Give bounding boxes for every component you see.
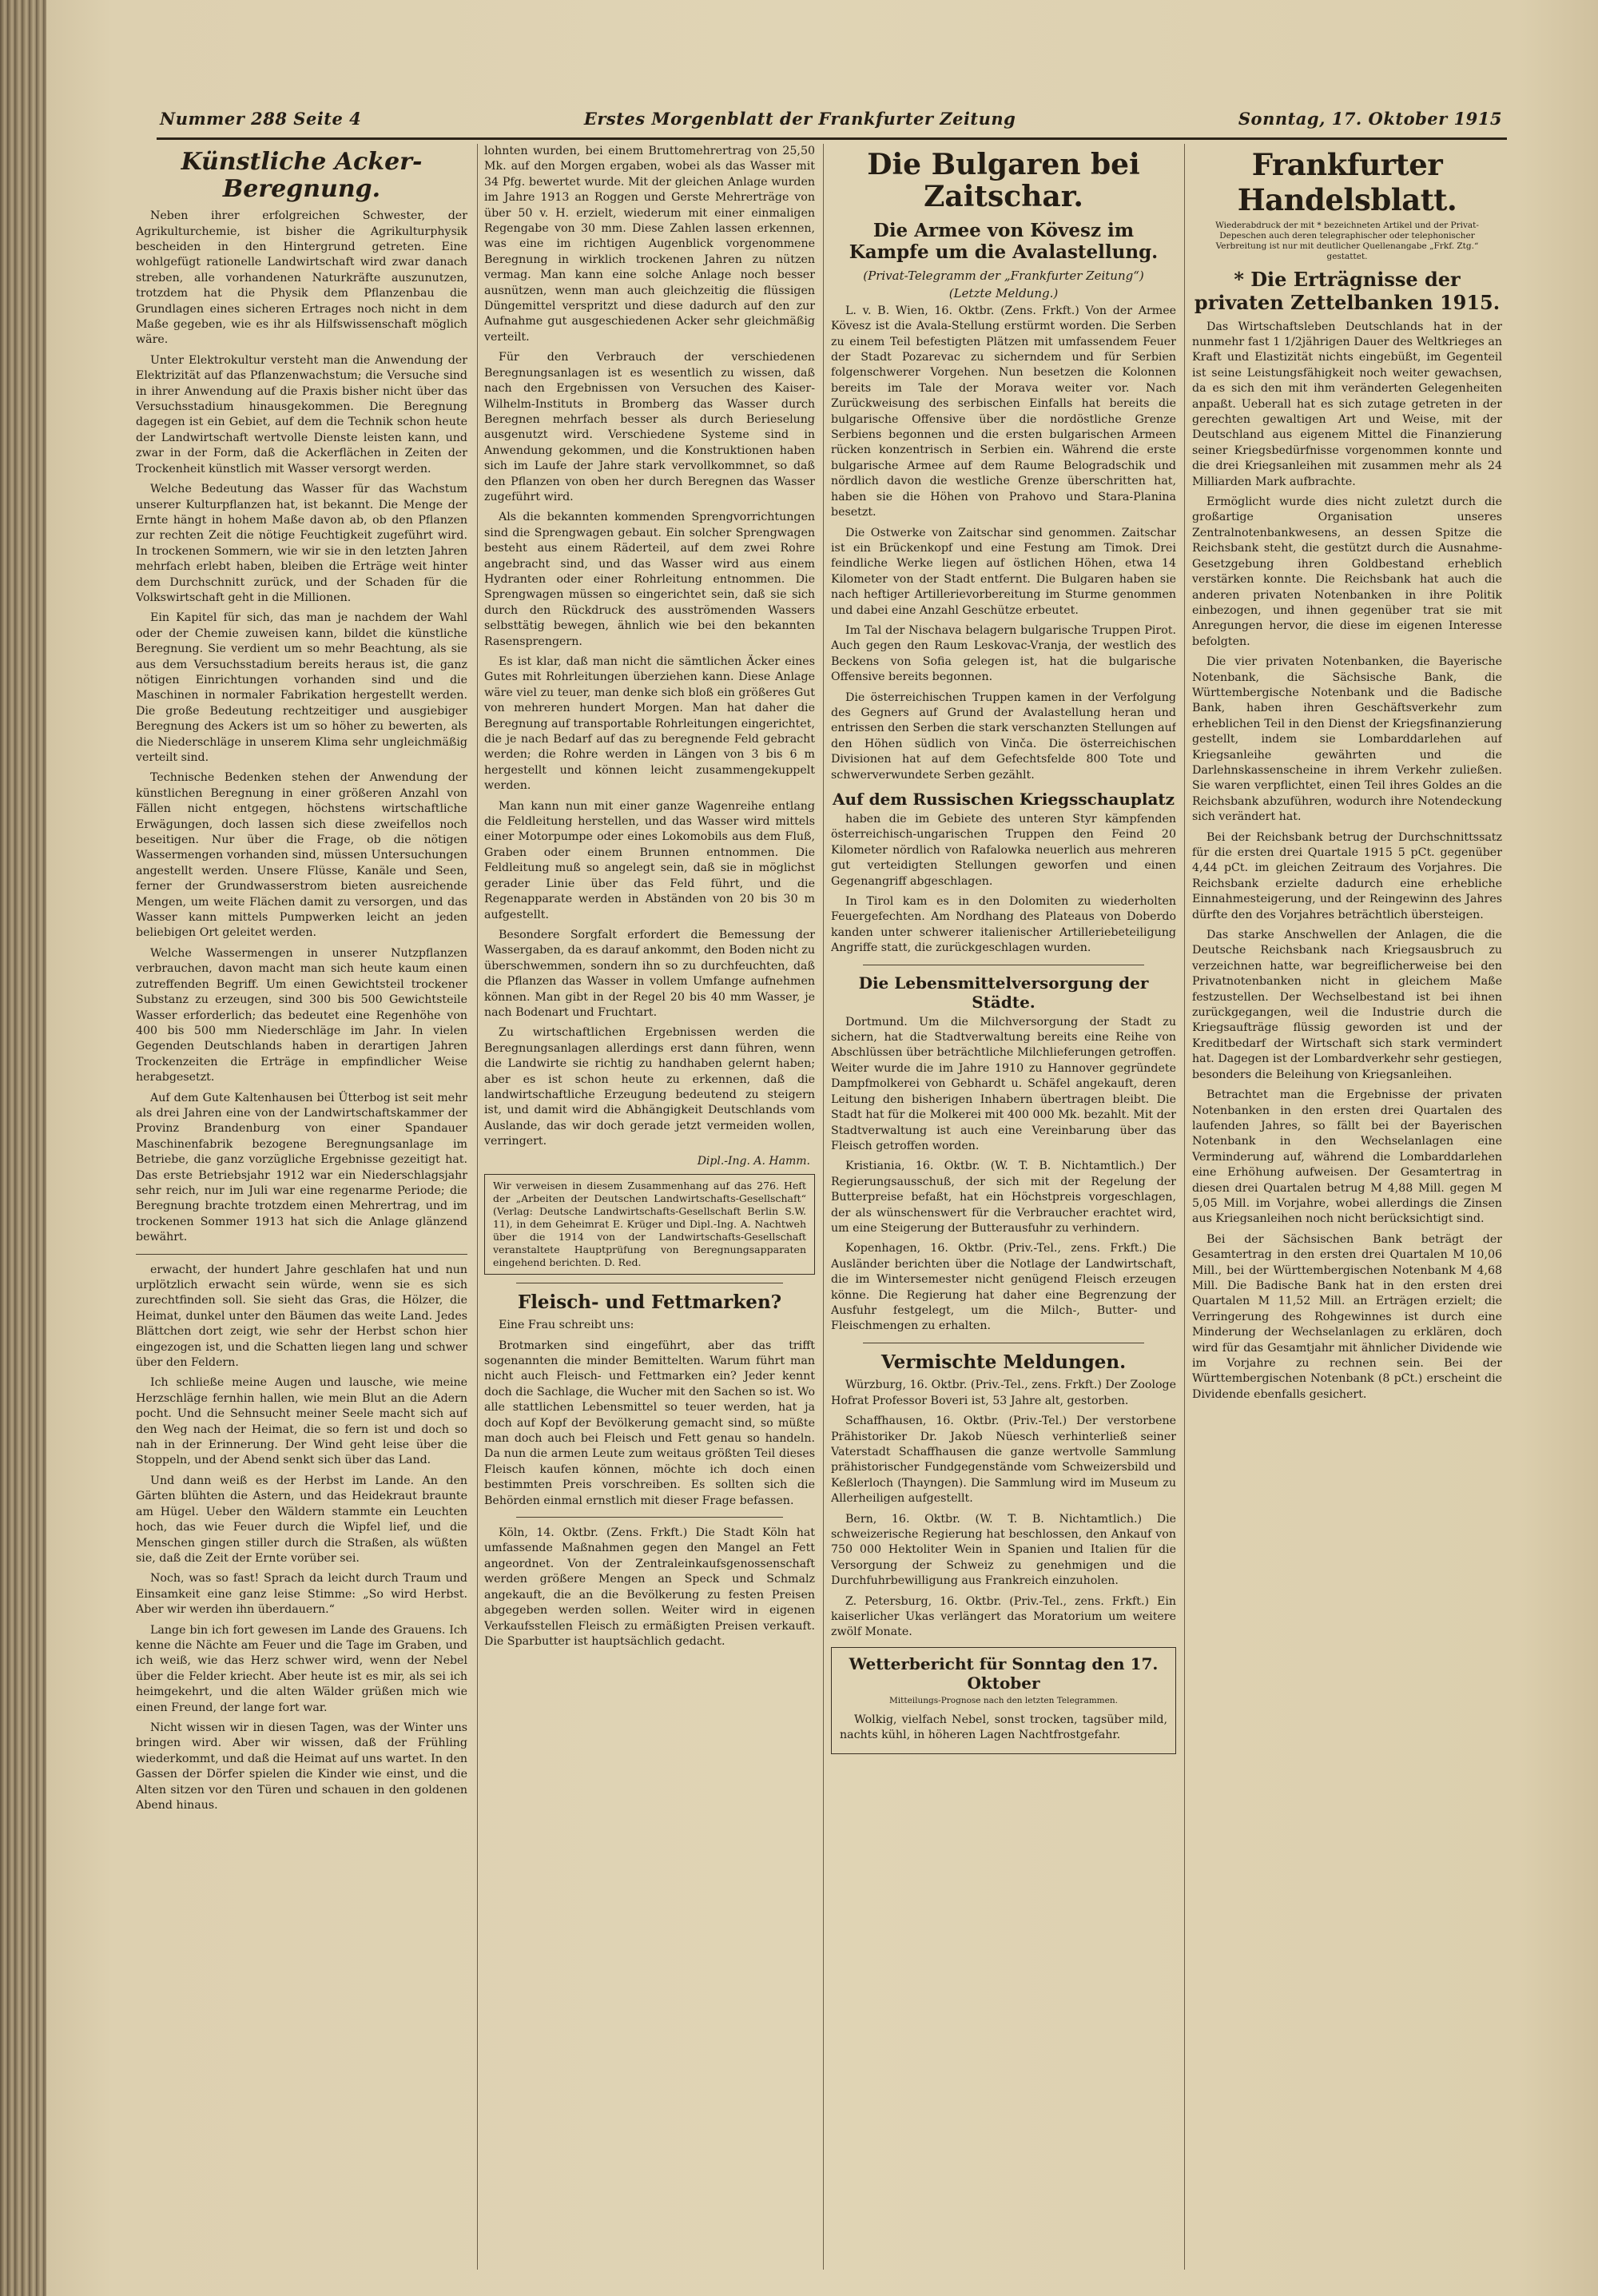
paragraph: Brotmarken sind eingeführt, aber das trifft sogenannten die minder Bemittelten. Warum führt man nicht auch Fleisch- und Fettmarken ein? Jeder kennt doch die Sachlage, die Wucher mit den Sachen so ist. Wo alle stattlichen Lebensmittel so teuer werden, hat ja doch auf Kopf der Bevölkerung gemacht sind, so müßte man doch auch bei Fleisch und Fett genau so handeln. Da nun die armen Leute zum weitaus größten Teil dieses Fleisch kaufen können, möchte ich doch einen bestimmten Preis vorschreiben. Es sollten sich die Behörden einmal ernstlich mit dieser Frage befassen.	[484, 1339, 815, 1507]
paragraph: Würzburg, 16. Oktbr. (Priv.-Tel., zens. Frkft.) Der Zoologe Hofrat Professor Boveri ist, 53 Jahre alt, gestorben.	[831, 1379, 1176, 1407]
column-rule	[477, 144, 478, 2270]
weather-subtitle: Mitteilungs-Prognose nach den letzten Telegrammen.	[889, 1695, 1118, 1705]
article-title-fleischmarken: Fleisch- und Fettmarken?	[517, 1291, 782, 1313]
paragraph: lohnten wurden, bei einem Bruttomehrertrag von 25,50 Mk. auf den Morgen ergaben, wobei als das Wasser mit 34 Pfg. bewertet wurde. Mit der gleichen Anlage wurden im Jahre 1913 an Roggen und Gerste Mehrerträge von über 50 v. H. erzielt, wiederum mit einer einmaligen Regengabe von 30 mm. Diese Zahlen lassen erkennen, was eine im richtigen Augenblick vorgenommene Beregnung in wirklich trockenen Jahren zu nützen vermag. Man kann eine solche Anlage noch besser ausnützen, wenn man auch gleichzeitig die flüssigen Düngemittel verspritzt und diese dadurch auf den zur Aufnahme gut ausgeschiedenen Acker sehr gleichmäßig verteilt.	[484, 145, 815, 344]
column-2	[484, 144, 815, 2270]
article-title-bulgaren: Die Bulgaren bei Zaitschar.	[867, 148, 1140, 214]
paragraph: haben die im Gebiete des unteren Styr kämpfenden österreichisch-ungarischen Truppen den Feind 20 Kilometer nördlich von Rafalowka neuerlich aus mehreren gut verteidigten Stellungen geworfen und einen Gegenangriff abgeschlagen.	[831, 813, 1176, 888]
paragraph: Z. Petersburg, 16. Oktbr. (Priv.-Tel., zens. Frkft.) Ein kaiserlicher Ukas verlängert das Moratorium um weitere zwölf Monate.	[831, 1594, 1176, 1639]
paragraph: Kopenhagen, 16. Oktbr. (Priv.-Tel., zens. Frkft.) Die Ausländer berichten über die Notlage der Landwirtschaft, die im Wintersemester nicht genügend Fleisch erzeugen könne. Die Regierung hat daher eine Begrenzung der Ausfuhr festgelegt, um die Milch-, Butter- und Fleischmengen zu erhalten.	[831, 1242, 1176, 1333]
paragraph: Die vier privaten Notenbanken, die Bayerische Notenbank, die Sächsische Bank, die Württembergische Notenbank und die Badische Bank, haben ihren Geschäftsverkehr zum erheblichen Teil in den Dienst der Kriegsfinanzierung gestellt, indem sie Lombarddarlehen auf Kriegsanleihe gewährten und die Darlehnskassenscheine in ihrem Verkehr zuließen. Sie waren verpflichtet, einen Teil ihres Goldes an die Reichsbank abzuführen, wodurch ihre Notendeckung sich verändert hat.	[1192, 655, 1502, 824]
paragraph: Welche Wassermengen in unserer Nutzpflanzen verbrauchen, davon macht man sich heute kaum einen zutreffenden Begriff. Um einen Gewichtsteil trockener Substanz zu erzeugen, sind 300 bis 500 Gewichtsteile Wasser erforderlich; das bedeutet eine Regenhöhe von 400 bis 500 mm Niederschläge im Jahr. In vielen Gegenden Deutschlands haben in derartigen Jahren Trockenzeiten die Erträge in empfindlicher Weise herabgesetzt.	[136, 946, 467, 1084]
column-rule	[1184, 144, 1185, 2270]
paragraph: Betrachtet man die Ergebnisse der privaten Notenbanken in den ersten drei Quartalen des laufenden Jahres, so fällt bei der Bayerischen Notenbank in den Wechselanlagen eine Verminderung auf, während die Lombarddarlehen eine Erhöhung aufweisen. Der Gesamtertrag in diesen drei Quartalen betrug M 4,88 Mill. gegen M 5,05 Mill. im Vorjahre, wobei allerdings die Zinsen aus Kriegsanleihen noch nicht berücksichtigt sind.	[1192, 1088, 1502, 1226]
reprint-notice: Wiederabdruck der mit * bezeichneten Artikel und der Privat-Depeschen auch deren telegraphischer oder telephonischer Verbreitung ist nur mit deutlicher Quellenangabe „Frkf. Ztg.“ gestattet.	[1215, 221, 1479, 261]
paragraph: Neben ihrer erfolgreichen Schwester, der Agrikulturchemie, ist bisher die Agrikulturphysik bescheiden in den Hintergrund getreten. Eine wohlgefügt rationelle Landwirtschaft wird zwar danach streben, alle vorhandenen Naturkräfte auszunutzen, trotzdem hat die Physik dem Pflanzenbau die Grundlagen eines sicheren Ertrages noch nicht in dem Maße gegeben, wie es ihr als Hilfswissenschaft möglich wäre.	[136, 209, 467, 347]
column-3	[831, 144, 1176, 2270]
article-title-zettelbanken: * Die Erträgnisse der privaten Zettelbanken 1915.	[1194, 268, 1501, 314]
column-rule	[823, 144, 824, 2270]
paragraph: Es ist klar, daß man nicht die sämtlichen Äcker eines Gutes mit Rohrleitungen überziehen kann. Diese Anlage wäre viel zu teuer, man denke sich bloß ein größeres Gut von mehreren hundert Morgen. Man hat daher die Beregnung auf transportable Rohrleitungen eingerichtet, die je nach Bedarf auf das zu beregnende Feld gebracht werden; die Rohre werden in Längen von 3 bis 6 m hergestellt und können leicht zusammengekuppelt werden.	[484, 655, 815, 793]
paragraph: Auf dem Gute Kaltenhausen bei Ütterbog ist seit mehr als drei Jahren eine von der Landwirtschaftskammer der Provinz Brandenburg von einer Spandauer Maschinenfabrik bezogene Beregnungsanlage im Betriebe, die ganz vorzügliche Ergebnisse gezeitigt hat. Das erste Betriebsjahr 1912 war ein Niederschlagsjahr sehr reich, nur im Juli war eine regenarme Periode; die Beregnung brachte trotzdem einen Mehrertrag, und im trockenen Sommer 1913 hat sich die Anlage glänzend bewährt.	[136, 1091, 467, 1244]
paragraph: Welche Bedeutung das Wasser für das Wachstum unserer Kulturpflanzen hat, ist bekannt. Die Menge der Ernte hängt in hohem Maße davon ab, ob den Pflanzen zur rechten Zeit die nötige Feuchtigkeit zugeführt wird. In trockenen Sommern, wie wir sie in den letzten Jahren mehrfach erlebt haben, bleiben die Erträge weit hinter dem Durchschnitt zurück, und der Schaden für die Volkswirtschaft geht in die Millionen.	[136, 483, 467, 604]
paragraph: Köln, 14. Oktbr. (Zens. Frkft.) Die Stadt Köln hat umfassende Maßnahmen gegen den Mangel an Fett angeordnet. Von der Zentraleinkaufsgenossenschaft werden größere Mengen an Speck und Schmalz angekauft, die an die Bevölkerung zu festen Preisen abgegeben werden sollen. Weiter wird in eigenen Verkaufsstellen Fleisch zu ermäßigten Preisen verkauft. Die Sparbutter ist hauptsächlich gedacht.	[484, 1526, 815, 1648]
weather-title: Wetterbericht für Sonntag den 17. Oktober	[849, 1653, 1159, 1693]
paragraph: Die österreichischen Truppen kamen in der Verfolgung des Gegners auf Grund der Avalastellung heran und entrissen den Serben die stark verschanzten Stellungen auf den Höhen südlich von Vinča. Die österreichischen Divisionen hat auf dem Gefechtsfelde 800 Tote und schwerverwundete Serben gezählt.	[831, 690, 1176, 782]
masthead-rule	[157, 137, 1507, 140]
feuilleton-paragraph: Lange bin ich fort gewesen im Lande des Grauens. Ich kenne die Nächte am Feuer und die Tage im Graben, und ich weiß, wie das Herz schwer wird, wenn der Nebel über die Felder kriecht. Aber heute ist es mir, als sei ich heimgekehrt, und die alten Wälder grüßen mich wie einen Freund, der lange fort war.	[136, 1623, 467, 1714]
paragraph: Die Ostwerke von Zaitschar sind genommen. Zaitschar ist ein Brückenkopf und eine Festung am Timok. Drei feindliche Werke liegen auf östlichen Höhen, etwa 14 Kilometer von der Stadt entfernt. Die Bulgaren haben sie nach heftiger Artillerievorbereitung im Sturme genommen und dabei eine Anzahl Geschütze erbeutet.	[831, 526, 1176, 617]
column-4	[1192, 144, 1502, 2270]
masthead	[160, 102, 1502, 134]
paragraph: Bei der Reichsbank betrug der Durchschnittssatz für die ersten drei Quartale 1915 5 pCt. gegenüber 4,44 pCt. im gleichen Zeitraum des Vorjahres. Die Reichsbank erzielte dadurch eine erhebliche Einnahmesteigerung, und der Reingewinn des Jahres dürfte den des Vorjahres beträchtlich übersteigen.	[1192, 830, 1502, 921]
masthead-date: Sonntag, 17. Oktober 1915	[1238, 108, 1502, 129]
paragraph: L. v. B. Wien, 16. Oktbr. (Zens. Frkft.) Von der Armee Kövesz ist die Avala-Stellung erstürmt worden. Die Serben zu einem Teil befestigten Plätzen mit umfassendem Feuer der Stadt Pozarevac zu sicherndem und für Serbien folgenschwerer Vorgehen. Nun besetzen die Kolonnen bereits im Tale der Morava weiter vor. Nach Zurückweisung des serbischen Einfalls hat bereits die bulgarische Offensive über die nordöstliche Grenze Serbiens begonnen und die ersten bulgarischen Armeen rücken konzentrisch in Serbien ein. Während die erste bulgarische Armee auf dem Raume Belogradschik und nördlich davon die westliche Grenze überschritten hat, haben sie die Höhen von Prahovo und Stara-Planina besetzt.	[831, 304, 1176, 519]
feuilleton-paragraph: Noch, was so fast! Sprach da leicht durch Traum und Einsamkeit eine ganz leise Stimme: „So wird Herbst. Aber wir werden ihn überdauern.“	[136, 1572, 467, 1617]
article-title-beregnung: Künstliche Acker-Beregnung.	[181, 148, 423, 203]
weather-text: Wolkig, vielfach Nebel, sonst trocken, tagsüber mild, nachts kühl, in höheren Lagen Nachtfrostgefahr.	[840, 1713, 1167, 1742]
paragraph: Eine Frau schreibt uns:	[499, 1319, 634, 1332]
paragraph: Unter Elektrokultur versteht man die Anwendung der Elektrizität auf das Pflanzenwachstum; die Versuche sind in ihrer Anwendung auf die Praxis bisher nicht über das Versuchsstadium hinausgekommen. Die Beregnung dagegen ist ein Gebiet, auf dem die Technik schon heute der Landwirtschaft wertvolle Dienste leisten kann, und zwar in der Form, daß die Ackerflächen in Zeiten der Trockenheit künstlich mit Wasser versorgt werden.	[136, 353, 467, 476]
dateline: (Privat-Telegramm der „Frankfurter Zeitung“)	[863, 268, 1144, 283]
feuilleton-paragraph: erwacht, der hundert Jahre geschlafen hat und nun urplötzlich erwacht sein würde, wenn sie es sich zurechtfinden soll. Sie sieht das Gras, die Hölzer, die Heimat, dunkel unter den Bäumen das weite Land. Jedes Blättchen dort zeigt, wie sehr der Herbst schon hier eingezogen ist, und die Schatten liegen lang und schwer über den Feldern.	[136, 1263, 467, 1370]
article-subtitle: Die Armee von Kövesz im Kampfe um die Avalastellung.	[849, 219, 1159, 264]
author-signature: Dipl.-Ing. A. Hamm.	[697, 1154, 810, 1168]
paragraph: Dortmund. Um die Milchversorgung der Stadt zu sichern, hat die Stadtverwaltung bereits eine Reihe von Abschlüssen über beträchtliche Milchlieferungen getroffen. Weiter wurde die im Jahre 1910 zu Hannover gegründete Dampfmolkerei von Gebhardt u. Schäfel angekauft, deren Leitung den bisherigen Inhabern übertragen bleibt. Die Stadt hat für die Molkerei mit 400 000 Mk. bezahlt. Mit der Stadtverwaltung ist auch eine Vereinbarung über das Fleisch getroffen worden.	[831, 1015, 1176, 1152]
paragraph: Besondere Sorgfalt erfordert die Bemessung der Wassergaben, da es darauf ankommt, den Boden nicht zu überschwemmen, sondern ihn so zu durchfeuchten, daß die Pflanzen das Wasser in vollem Umfange aufnehmen können. Man gibt in der Regel 20 bis 40 mm Wasser, je nach Bodenart und Fruchtart.	[484, 928, 815, 1019]
section-rule	[516, 1517, 783, 1518]
paragraph: Man kann nun mit einer ganze Wagenreihe entlang die Feldleitung herstellen, und das Wasser wird mittels einer Motorpumpe oder eines Lokomobils aus dem Fluß, Graben oder einem Brunnen entnommen. Die Feldleitung muß so angelegt sein, daß sie in möglichst gerader Linie über das Feld führt, und die Regenapparate werden in Abständen von 20 bis 30 m aufgestellt.	[484, 799, 815, 921]
paragraph: Bern, 16. Oktbr. (W. T. B. Nichtamtlich.) Die schweizerische Regierung hat beschlossen, den Ankauf von 750 000 Hektoliter Wein in Spanien und Italien für die Versorgung der Schweiz zu genehmigen und die Durchfuhrbewilligung aus Frankreich einzuholen.	[831, 1512, 1176, 1588]
book-binding-edge	[0, 0, 46, 2296]
masthead-issue: Nummer 288 Seite 4	[160, 108, 362, 129]
masthead-paper-title: Erstes Morgenblatt der Frankfurter Zeitung	[583, 108, 1016, 129]
section-title-handelsblatt: Frankfurter Handelsblatt.	[1237, 147, 1457, 217]
paragraph: Für den Verbrauch der verschiedenen Beregnungsanlagen ist es wesentlich zu wissen, daß nach den Ergebnissen von Versuchen des Kaiser-Wilhelm-Instituts in Bromberg das Wasser durch Beregnen mehrfach besser als durch Berieselung ausgenutzt wird. Verschiedene Systeme sind in Anwendung gekommen, und die Konstruktionen haben sich im Laufe der Jahre stark vervollkommnet, so daß den Pflanzen von oben her durch Beregnen das Wasser zugeführt wird.	[484, 351, 815, 503]
section-heading-russia: Auf dem Russischen Kriegsschauplatz	[832, 790, 1175, 809]
paragraph: Kristiania, 16. Oktbr. (W. T. B. Nichtamtlich.) Der Regierungsausschuß, der sich mit der Regelung der Butterpreise befaßt, hat ein Höchstpreis vorgeschlagen, der als wünschenswert für die Verbraucher erachtet wird, um eine Steigerung der Butterausfuhr zu verhindern.	[831, 1160, 1176, 1235]
editorial-note: Wir verweisen in diesem Zusammenhang auf das 276. Heft der „Arbeiten der Deutschen Landwirtschafts-Gesellschaft“ (Verlag: Deutsche Landwirtschafts-Gesellschaft Berlin S.W. 11), in dem Geheimrat E. Krüger und Dipl.-Ing. A. Nachtweh über die 1914 von der Landwirtschafts-Gesellschaft veranstaltete Hauptprüfung von Beregnungsapparaten eingehend berichten. D. Red.	[484, 1174, 815, 1275]
article-title-vermischte: Vermischte Meldungen.	[880, 1351, 1127, 1373]
feuilleton-paragraph: Nicht wissen wir in diesen Tagen, was der Winter uns bringen wird. Aber wir wissen, daß der Frühling wiederkommt, und daß die Heimat auf uns wartet. In den Gassen der Dörfer spielen die Kinder wie einst, und die Alten sitzen vor den Türen und schauen in den goldenen Abend hinaus.	[136, 1721, 467, 1812]
paragraph: Das starke Anschwellen der Anlagen, die die Deutsche Reichsbank nach Kriegsausbruch zu verzeichnen hatte, war begreiflicherweise bei den Privatnotenbanken nicht in gleichem Maße festzustellen. Der Wechselbestand ist bei ihnen zurückgegangen, weil die Industrie durch die Kriegsaufträge flüssig geworden ist und der Kreditbedarf der Wirtschaft sich stark vermindert hat. Dagegen ist der Lombardverkehr sehr gestiegen, besonders die Beleihung von Kriegsanleihen.	[1192, 929, 1502, 1081]
paragraph: Im Tal der Nischava belagern bulgarische Truppen Pirot. Auch gegen den Raum Leskovac-Vranja, der westlich des Beckens von Sofia gelegen ist, hat die bulgarische Offensive bereits begonnen.	[831, 623, 1176, 684]
paragraph: In Tirol kam es in den Dolomiten zu wiederholten Feuergefechten. Am Nordhang des Plateaus von Doberdo kanden unter schwerer italienischer Artilleriebeteiligung Angriffe statt, die zurückgeschlagen wurden.	[831, 895, 1176, 955]
feuilleton-paragraph: Und dann weiß es der Herbst im Lande. An den Gärten blühten die Astern, und das Heidekraut braunte am Hügel. Ueber den Wäldern stammte ein Leuchten hoch, das wie Feuer durch die Wipfel lief, und die Menschen gingen stiller durch die Straßen, als wüßten sie, daß die Zeit der Ernte vorüber sei.	[136, 1474, 467, 1565]
column-1	[136, 144, 467, 2270]
paragraph: Ermöglicht wurde dies nicht zuletzt durch die großartige Organisation unseres Zentralnotenbankwesens, an dessen Spitze die Reichsbank steht, die gestützt durch die Ausnahme-Gesetzgebung ihren Goldbestand erheblich verstärken konnte. Die Reichsbank hat auch die anderen privaten Notenbanken in ihre Politik einbezogen, und ihnen gegenüber trat sie mit Anregungen hervor, die diese im eigenen Interesse befolgten.	[1192, 495, 1502, 648]
paragraph: Zu wirtschaftlichen Ergebnissen werden die Beregnungsanlagen allerdings erst dann führen, wenn die Landwirte sie richtig zu handhaben gelernt haben; aber es ist schon heute zu erkennen, daß die landwirtschaftliche Erzeugung bedeutend zu steigern ist, und damit wird die Abhängigkeit Deutschlands vom Auslande, das wir doch gerade jetzt vermeiden wollen, verringert.	[484, 1026, 815, 1148]
paragraph: Als die bekannten kommenden Sprengvorrichtungen sind die Sprengwagen gebaut. Ein solcher Sprengwagen besteht aus einem Räderteil, auf dem zwei Rohre angebracht sind, und das Wasser wird aus einem Hydranten oder einer Rohrleitung entnommen. Die Sprengwagen müssen so eingerichtet sein, daß sie sich durch den Rückdruck des ausströmenden Wassers selbsttätig bewegen, ähnlich wie bei den bekannten Rasensprengern.	[484, 511, 815, 648]
paragraph: Technische Bedenken stehen der Anwendung der künstlichen Beregnung in einer größeren Anzahl von Fällen nicht entgegen, höchstens wirtschaftliche Erwägungen, doch lassen sich diese zweifellos noch beseitigen. Nur über die Frage, ob die nötigen Wassermengen vorhanden sind, müssen Untersuchungen angestellt werden. Unsere Flüsse, Kanäle und Seen, ferner der Grundwasserstrom bieten ausreichende Mengen, um weite Flächen damit zu versorgen, und das Wasser kann mittels Pumpwerken leicht an jeden beliebigen Ort geleitet werden.	[136, 771, 467, 940]
paragraph: Bei der Sächsischen Bank beträgt der Gesamtertrag in den ersten drei Quartalen M 10,06 Mill., bei der Württembergischen Notenbank M 4,68 Mill. Die Badische Bank hat in den ersten drei Quartalen M 11,52 Mill. an Erträgen erzielt; die Verringerung des Rohgewinnes ist durch eine Minderung der Wechselanlagen zu erklären, doch wird für das Gesamtjahr mit ähnlicher Dividende wie im Vorjahre zu rechnen sein. Bei der Württembergischen Notenbank (8 pCt.) erscheint die Dividende ebenfalls gesichert.	[1192, 1232, 1502, 1401]
paragraph: Schaffhausen, 16. Oktbr. (Priv.-Tel.) Der verstorbene Prähistoriker Dr. Jakob Nüesch verhinterließ seiner Vaterstadt Schaffhausen die ganze wertvolle Sammlung prähistorischer Fundgegenstände vom Schweizersbild und Keßlerloch (Thayngen). Die Sammlung wird im Museum zu Allerheiligen aufgestellt.	[831, 1415, 1176, 1506]
dateline: (Letzte Meldung.)	[948, 285, 1059, 300]
weather-report-box	[831, 1647, 1176, 1754]
feuilleton-paragraph: Ich schließe meine Augen und lausche, wie meine Herzschläge fernhin hallen, wie mein Blut an die Adern pocht. Und die Sehnsucht meiner Seele macht sich auf den Weg nach der Heimat, die so fern ist und doch so nah in der Erinnerung. Der Wind geht leise über die Stoppeln, und der Abend senkt sich über das Land.	[136, 1376, 467, 1467]
paragraph: Das Wirtschaftsleben Deutschlands hat in der nunmehr fast 1 1/2jährigen Dauer des Weltkrieges an Kraft und Elastizität nichts eingebüßt, im Gegenteil ist seine Leistungsfähigkeit noch weiter gewachsen, da es sich den mit ihm veränderten Gelegenheiten anpaßt. Ueberall hat es sich zutage getreten in der gerechten gewaltigen Art und Weise, mit der Deutschland aus eigenem Mittel die Finanzierung seiner Kriegsbedürfnisse vorgenommen konnte und die drei Kriegsanleihen mit zusammen mehr als 24 Milliarden Mark aufbrachte.	[1192, 320, 1502, 488]
feuilleton-rule	[136, 1254, 467, 1255]
article-title-lebensmittel: Die Lebensmittelversorgung der Städte.	[858, 973, 1149, 1012]
paragraph: Ein Kapitel für sich, das man je nachdem der Wahl oder der Chemie zuweisen kann, bildet die künstliche Beregnung. Sie verdient um so mehr Beachtung, als sie aus dem Versuchsstadium bereits heraus ist, die ganz nötigen Einrichtungen vorhanden sind und die Maschinen in normaler Fabrikation hergestellt werden. Die große Bedeutung rechtzeitiger und ausgiebiger Beregnung des Ackers ist um so höher zu bewerten, als die Niederschläge in unserem Klima sehr ungleichmäßig verteilt sind.	[136, 611, 467, 764]
